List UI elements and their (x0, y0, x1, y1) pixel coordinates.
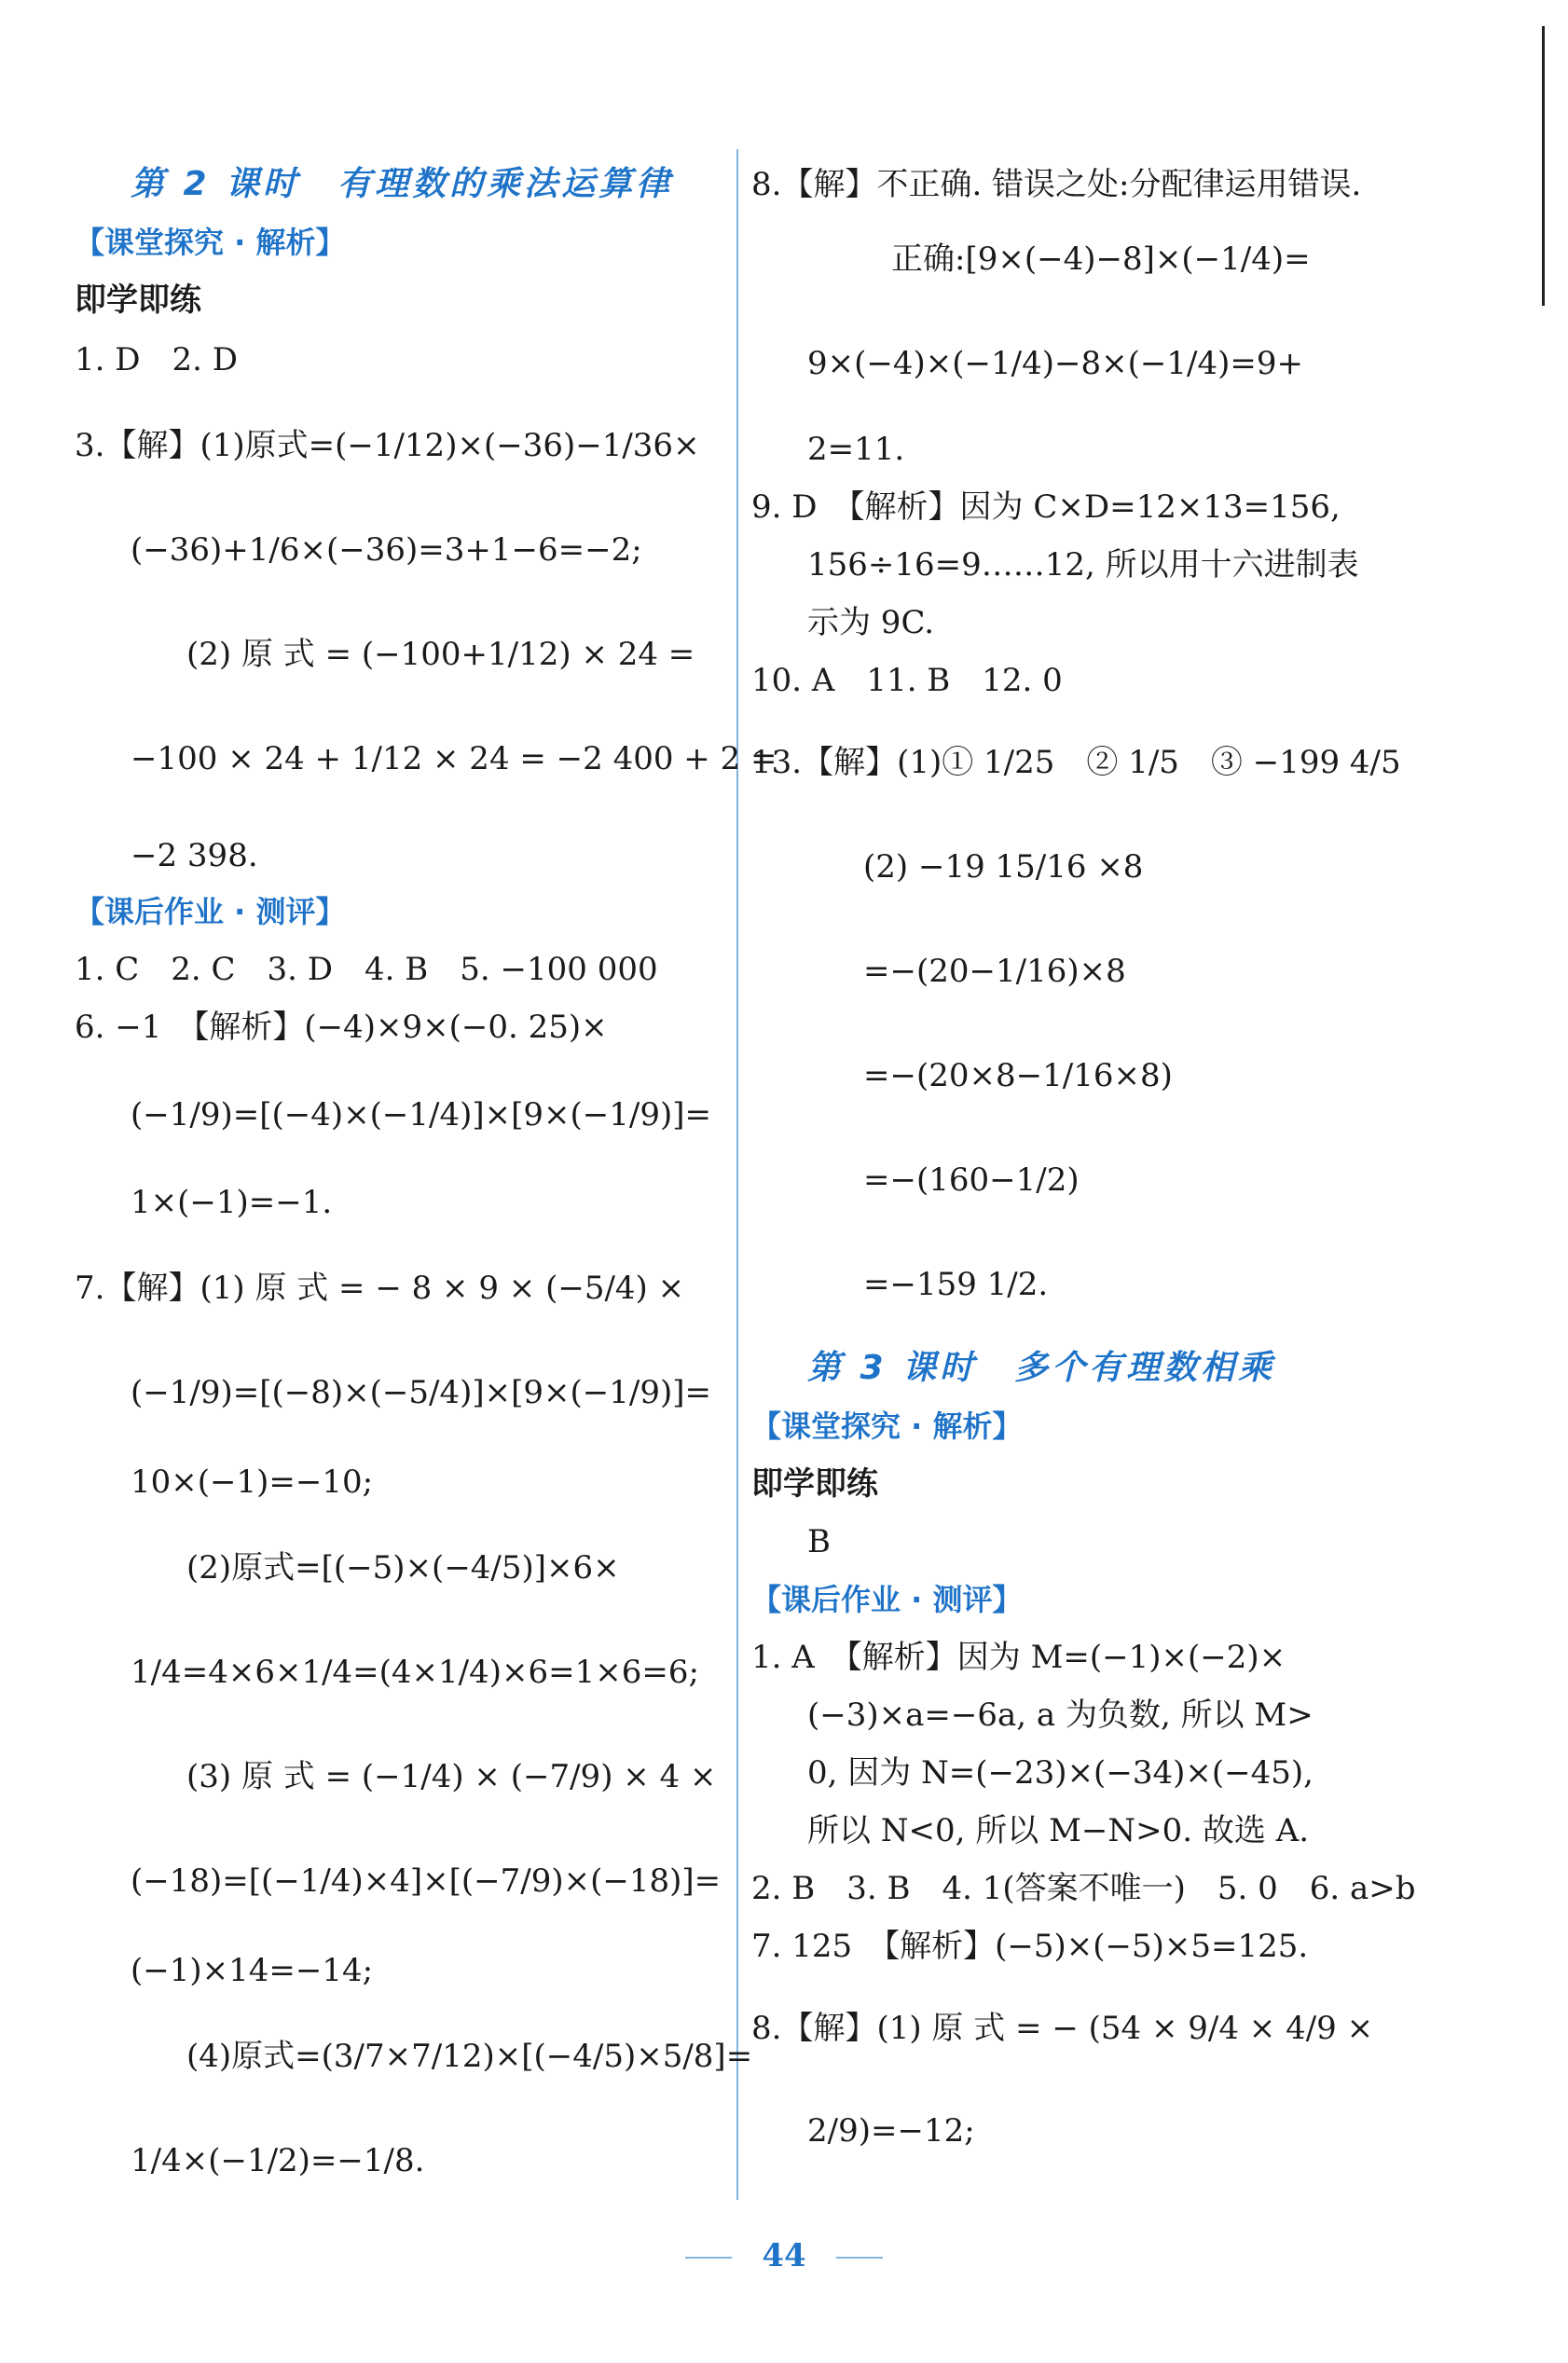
right-line-5: 156÷16=9……12, 所以用十六进制表 (807, 546, 1359, 584)
page-footer (0, 2237, 1568, 2274)
right-line-15: 【课堂探究 · 解析】 (751, 1408, 1023, 1444)
footer-dash-right (836, 2257, 883, 2259)
left-line-7: −100 × 24 + 1/12 × 24 = −2 400 + 2 = (131, 740, 777, 777)
left-line-13: 1×(−1)=−1. (131, 1184, 333, 1221)
right-line-17: B (807, 1523, 831, 1560)
right-line-24: 7. 125 【解析】(−5)×(−5)×5=125. (751, 1928, 1309, 1965)
left-line-14: 7.【解】(1) 原 式 = − 8 × 9 × (−5/4) × (75, 1270, 685, 1307)
left-line-21: (−1)×14=−14; (131, 1952, 374, 1989)
right-line-13: =−159 1/2. (863, 1266, 1049, 1303)
left-line-3: 1. D 2. D (75, 341, 239, 378)
left-line-9: 【课后作业 · 测评】 (75, 894, 346, 929)
left-line-11: 6. −1 【解析】(−4)×9×(−0. 25)× (75, 1009, 608, 1046)
right-line-3: 2=11. (807, 431, 905, 468)
left-line-15: (−1/9)=[(−8)×(−5/4)]×[9×(−1/9)]= (131, 1374, 711, 1411)
left-line-1: 【课堂探究 · 解析】 (75, 225, 346, 260)
left-line-23: 1/4×(−1/2)=−1/8. (131, 2142, 425, 2179)
right-line-8: 13.【解】(1)① 1/25 ② 1/5 ③ −199 4/5 (751, 744, 1401, 781)
left-line-17: (2)原式=[(−5)×(−4/5)]×6× (186, 1549, 620, 1587)
right-line-23: 2. B 3. B 4. 1(答案不唯一) 5. 0 6. a>b (751, 1870, 1416, 1907)
right-line-7: 10. A 11. B 12. 0 (751, 662, 1063, 699)
left-line-16: 10×(−1)=−10; (131, 1463, 374, 1501)
right-line-12: =−(160−1/2) (863, 1161, 1080, 1199)
left-line-12: (−1/9)=[(−4)×(−1/4)]×[9×(−1/9)]= (131, 1096, 711, 1133)
right-line-22: 所以 N<0, 所以 M−N>0. 故选 A. (807, 1812, 1310, 1849)
left-line-19: (3) 原 式 = (−1/4) × (−7/9) × 4 × (186, 1758, 717, 1795)
right-line-10: =−(20−1/16)×8 (863, 953, 1126, 990)
page-number: 44 (762, 2237, 806, 2274)
left-line-18: 1/4=4×6×1/4=(4×1/4)×6=1×6=6; (131, 1654, 699, 1691)
right-line-0: 8.【解】不正确. 错误之处:分配律运用错误. (751, 166, 1362, 203)
right-line-1: 正确:[9×(−4)−8]×(−1/4)= (891, 240, 1311, 278)
right-line-25: 8.【解】(1) 原 式 = − (54 × 9/4 × 4/9 × (751, 2010, 1374, 2047)
left-line-4: 3.【解】(1)原式=(−1/12)×(−36)−1/36× (75, 427, 700, 464)
column-divider (736, 149, 738, 2200)
scan-edge-rule (1542, 26, 1545, 306)
left-line-5: (−36)+1/6×(−36)=3+1−6=−2; (131, 531, 642, 569)
left-line-22: (4)原式=(3/7×7/12)×[(−4/5)×5/8]= (186, 2038, 753, 2075)
right-line-19: 1. A 【解析】因为 M=(−1)×(−2)× (751, 1639, 1286, 1676)
left-line-20: (−18)=[(−1/4)×4]×[(−7/9)×(−18)]= (131, 1862, 722, 1900)
right-line-11: =−(20×8−1/16×8) (863, 1057, 1173, 1094)
right-line-21: 0, 因为 N=(−23)×(−34)×(−45), (807, 1754, 1314, 1792)
left-line-0: 第 2 课时 有理数的乘法运算律 (131, 165, 674, 203)
right-line-16: 即学即练 (751, 1465, 878, 1503)
right-line-6: 示为 9C. (807, 604, 935, 641)
right-line-4: 9. D 【解析】因为 C×D=12×13=156, (751, 488, 1341, 526)
right-line-20: (−3)×a=−6a, a 为负数, 所以 M> (807, 1697, 1314, 1734)
right-line-18: 【课后作业 · 测评】 (751, 1582, 1023, 1617)
left-line-10: 1. C 2. C 3. D 4. B 5. −100 000 (75, 951, 658, 988)
right-line-9: (2) −19 15/16 ×8 (863, 848, 1144, 886)
left-line-8: −2 398. (131, 837, 258, 874)
right-line-2: 9×(−4)×(−1/4)−8×(−1/4)=9+ (807, 345, 1303, 382)
left-line-6: (2) 原 式 = (−100+1/12) × 24 = (186, 636, 695, 673)
footer-dash-left (685, 2257, 732, 2259)
right-line-26: 2/9)=−12; (807, 2112, 975, 2150)
right-line-14: 第 3 课时 多个有理数相乘 (807, 1349, 1276, 1387)
left-line-2: 即学即练 (75, 282, 201, 319)
